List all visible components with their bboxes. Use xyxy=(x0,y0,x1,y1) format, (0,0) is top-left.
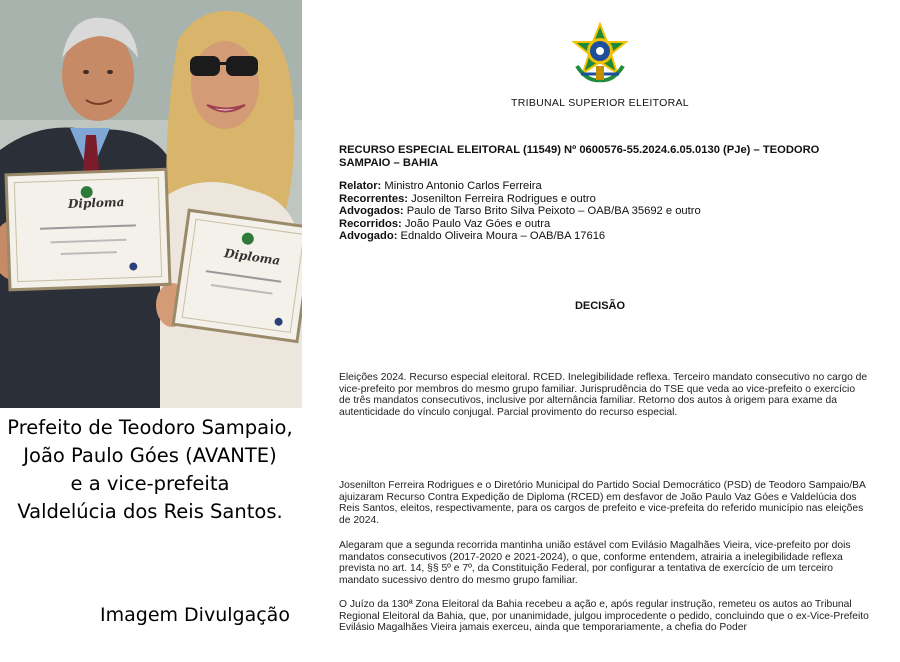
decision-paragraph: Alegaram que a segunda recorrida mantinha união estável com Evilásio Magalhães Vieira, vice-prefeito por dois mandatos consecutivos (2017-2020 e 2021-2024), o que, conforme entendem, atrairia a inelegibilidade reflexa prevista no art. 14, §§ 5º e 7º, da Constituição Federal, por configurar a tentativa de exercício de um terceiro mandato sucessivo dentro do mesmo grupo familiar. xyxy=(339,540,851,586)
image-credit: Imagem Divulgação xyxy=(100,604,290,626)
news-photo xyxy=(0,0,302,408)
court-name: TRIBUNAL SUPERIOR ELEITORAL xyxy=(511,97,689,109)
caption-line: Prefeito de Teodoro Sampaio, xyxy=(7,416,293,439)
photo-caption xyxy=(0,414,300,526)
party-value: Ednaldo Oliveira Moura – OAB/BA 17616 xyxy=(397,230,606,243)
caption-line: João Paulo Góes (AVANTE) xyxy=(23,444,277,467)
caption-line: Valdelúcia dos Reis Santos. xyxy=(17,500,283,523)
brazil-coat-of-arms-icon xyxy=(567,22,633,88)
party-row xyxy=(339,230,869,243)
party-row xyxy=(339,218,869,231)
party-label: Recorridos: xyxy=(339,217,402,230)
party-value: Ministro Antonio Carlos Ferreira xyxy=(381,180,542,192)
diploma-label: Diploma xyxy=(223,246,282,268)
diploma-label: Diploma xyxy=(67,195,125,211)
photo-illustration xyxy=(0,0,302,408)
party-label: Relator: xyxy=(339,180,382,192)
decision-heading: DECISÃO xyxy=(574,300,626,312)
case-parties xyxy=(339,180,869,243)
decision-paragraph: O Juízo da 130ª Zona Eleitoral da Bahia recebeu a ação e, após regular instrução, remeteu os autos ao Tribunal Regional Eleitoral da Bahia, que, por unanimidade, julgou improcedente o pedido, concluindo que o ex-Vice-Prefeito Evilásio Magalhães Vieira jamais exerceu, ainda que temporariamente, a chefia do Poder xyxy=(339,599,869,634)
decision-summary: Eleições 2024. Recurso especial eleitoral. RCED. Inelegibilidade reflexa. Terceiro mandato consecutivo no cargo de vice-prefeito por membros do mesmo grupo familiar. Jurisprudência do TSE que veda ao vice-prefeito o exercício de três mandatos consecutivos, inclusive por alternância familiar. Retorno dos autos à origem para exame da autenticidade do vínculo conjugal. Parcial provimento do recurso especial. xyxy=(339,372,868,418)
party-value: João Paulo Vaz Góes e outra xyxy=(401,217,551,230)
party-label: Recorrentes: xyxy=(339,192,409,205)
caption-line: e a vice-prefeita xyxy=(70,472,230,495)
case-title: RECURSO ESPECIAL ELEITORAL (11549) Nº 0600576-55.2024.6.05.0130 (PJe) – TEODORO SAMPAIO – BAHIA xyxy=(339,144,820,169)
party-row xyxy=(339,193,869,206)
party-label: Advogados: xyxy=(339,205,404,218)
decision-paragraph: Josenilton Ferreira Rodrigues e o Diretório Municipal do Partido Social Democrático (PSD) de Teodoro Sampaio/BA ajuizaram Recurso Contra Expedição de Diploma (RCED) em desfavor de João Paulo Vaz Góes e Valdelúcia dos Reis Santos, eleitos, respectivamente, para os cargos de prefeito e vice-prefeita do referido município nas eleições de 2024. xyxy=(339,480,866,526)
party-row xyxy=(339,205,869,218)
party-value: Paulo de Tarso Brito Silva Peixoto – OAB/BA 35692 e outro xyxy=(403,205,701,218)
party-label: Advogado: xyxy=(339,230,398,243)
party-row xyxy=(339,180,869,193)
party-value: Josenilton Ferreira Rodrigues e outro xyxy=(408,192,596,205)
